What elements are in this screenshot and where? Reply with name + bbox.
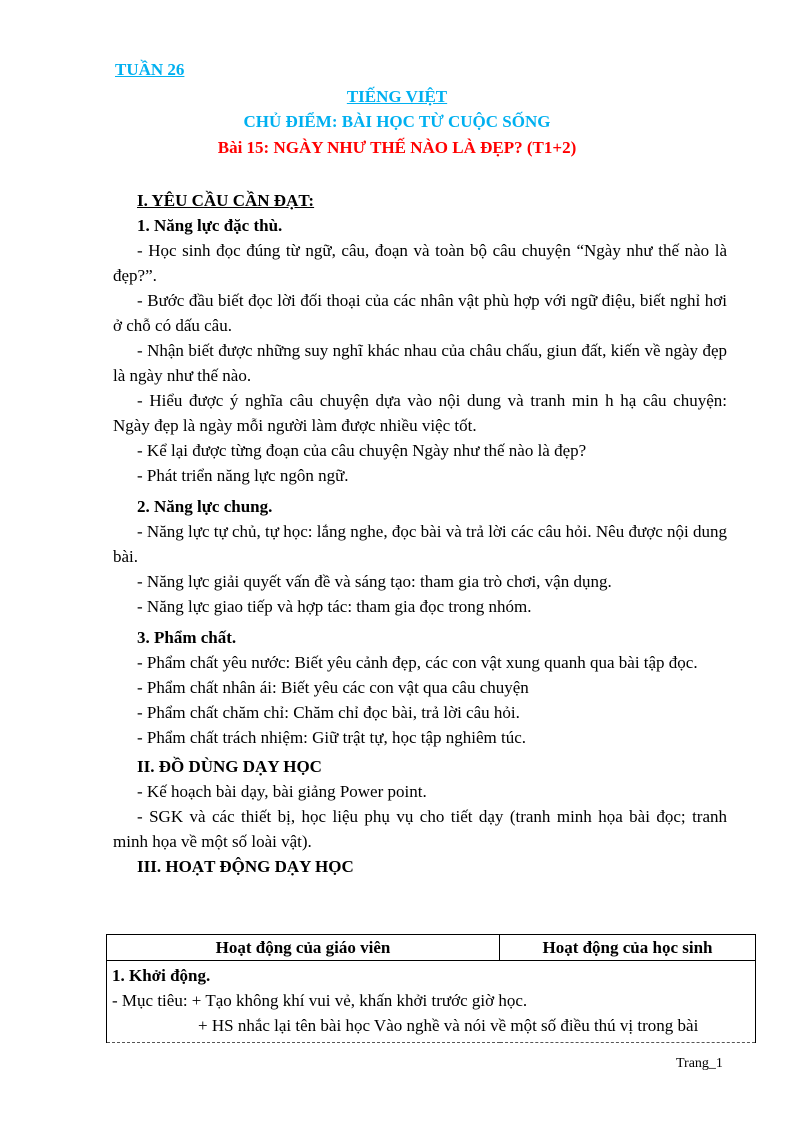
section-3-heading: III. HOẠT ĐỘNG DẠY HỌC bbox=[137, 857, 354, 876]
subject-title: TIẾNG VIỆT bbox=[346, 87, 448, 106]
paragraph: - Bước đầu biết đọc lời đối thoại của các nhân vật phù hợp với ngữ điệu, biết nghỉ hơi ở chỗ có dấu câu. bbox=[113, 291, 727, 335]
teacher-column-header: Hoạt động của giáo viên bbox=[107, 935, 500, 961]
theme-title: CHỦ ĐIỂM: BÀI HỌC TỪ CUỘC SỐNG bbox=[243, 112, 551, 131]
section-1-heading: I. YÊU CẦU CẦN ĐẠT: bbox=[137, 191, 315, 210]
paragraph: - Hiểu được ý nghĩa câu chuyện dựa vào nội dung và tranh min h hạ câu chuyện: Ngày đẹp là ngày mỗi người làm được nhiều việc tốt. bbox=[113, 391, 727, 435]
paragraph: - Phẩm chất nhân ái: Biết yêu các con vật qua câu chuyện bbox=[137, 678, 529, 697]
subsection-2-heading: 2. Năng lực chung. bbox=[137, 497, 273, 516]
document-body bbox=[113, 188, 727, 879]
subsection-1-heading: 1. Năng lực đặc thù. bbox=[137, 216, 283, 235]
paragraph: - Học sinh đọc đúng từ ngữ, câu, đoạn và toàn bộ câu chuyện “Ngày như thế nào là đẹp?”. bbox=[113, 241, 727, 285]
activity-title: 1. Khởi động. bbox=[112, 966, 211, 985]
table-header-row bbox=[107, 935, 756, 961]
lesson-title: Bài 15: NGÀY NHƯ THẾ NÀO LÀ ĐẸP? (T1+2) bbox=[217, 138, 577, 157]
paragraph: - Kế hoạch bài dạy, bài giảng Power point. bbox=[137, 782, 427, 801]
section-2-heading: II. ĐỒ DÙNG DẠY HỌC bbox=[137, 757, 322, 776]
subsection-3-heading: 3. Phẩm chất. bbox=[137, 628, 237, 647]
paragraph: - Năng lực giải quyết vấn đề và sáng tạo: tham gia trò chơi, vận dụng. bbox=[137, 572, 612, 591]
paragraph: - Nhận biết được những suy nghĩ khác nhau của châu chấu, giun đất, kiến về ngày đẹp là ngày như thế nào. bbox=[113, 341, 727, 385]
paragraph: - Năng lực giao tiếp và hợp tác: tham gia đọc trong nhóm. bbox=[137, 597, 532, 616]
table-row bbox=[107, 961, 756, 1043]
student-column-header: Hoạt động của học sinh bbox=[500, 935, 756, 961]
paragraph: - Phẩm chất trách nhiệm: Giữ trật tự, học tập nghiêm túc. bbox=[137, 728, 527, 747]
activities-table bbox=[106, 934, 756, 1043]
activity-objective-detail: + HS nhắc lại tên bài học Vào nghề và nói về một số điều thú vị trong bài bbox=[198, 1016, 699, 1035]
paragraph: - Phẩm chất yêu nước: Biết yêu cảnh đẹp, các con vật xung quanh qua bài tập đọc. bbox=[137, 653, 698, 672]
table-cell bbox=[107, 961, 756, 1043]
week-label: TUẦN 26 bbox=[115, 60, 185, 79]
paragraph: - Phát triển năng lực ngôn ngữ. bbox=[137, 466, 349, 485]
paragraph: - SGK và các thiết bị, học liệu phụ vụ cho tiết dạy (tranh minh họa bài đọc; tranh minh họa về một số loài vật). bbox=[113, 807, 727, 851]
paragraph: - Kể lại được từng đoạn của câu chuyện Ngày như thế nào là đẹp? bbox=[137, 441, 587, 460]
paragraph: - Năng lực tự chủ, tự học: lắng nghe, đọc bài và trả lời các câu hỏi. Nêu được nội dung bài. bbox=[113, 522, 727, 566]
activity-objective: - Mục tiêu: + Tạo không khí vui vẻ, khấn khởi trước giờ học. bbox=[112, 991, 528, 1010]
paragraph: - Phẩm chất chăm chỉ: Chăm chỉ đọc bài, trả lời câu hỏi. bbox=[137, 703, 520, 722]
page-number: Trang_1 bbox=[676, 1056, 723, 1071]
